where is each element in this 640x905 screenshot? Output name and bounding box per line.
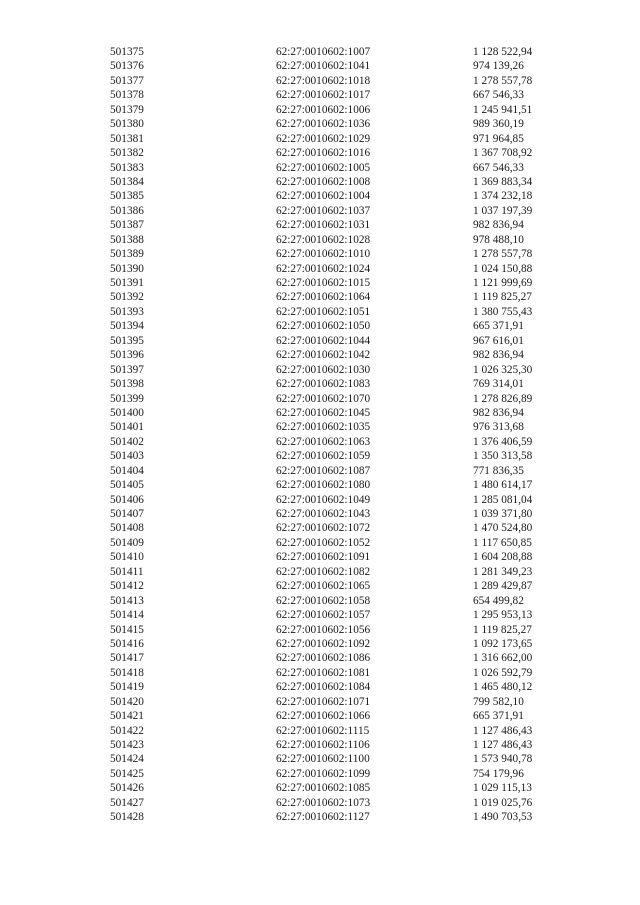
table-row: [0, 565, 640, 579]
table-row: [0, 262, 640, 276]
row-number: 501411: [110, 565, 144, 578]
cadastral-number: 62:27:0010602:1017: [276, 89, 371, 102]
cadastral-value: 1 026 592,79: [473, 666, 533, 679]
table-row: [0, 478, 640, 492]
row-number: 501380: [110, 118, 144, 131]
table-row: [0, 536, 640, 550]
row-number: 501394: [110, 320, 144, 333]
cadastral-value: 1 278 557,78: [473, 74, 533, 87]
table-row: [0, 305, 640, 319]
row-number: 501381: [110, 132, 144, 145]
cadastral-value: 1 245 941,51: [473, 103, 533, 116]
table-row: [0, 290, 640, 304]
cadastral-number: 62:27:0010602:1087: [276, 464, 371, 477]
table-row: [0, 117, 640, 131]
table-row: [0, 680, 640, 694]
cadastral-number: 62:27:0010602:1106: [276, 739, 370, 751]
cadastral-number: 62:27:0010602:1042: [276, 349, 371, 362]
table-row: [0, 507, 640, 521]
cadastral-value: 1 278 826,89: [473, 392, 533, 405]
cadastral-number: 62:27:0010602:1071: [276, 695, 371, 708]
table-row: [0, 233, 640, 247]
table-row: [0, 781, 640, 795]
row-number: 501403: [110, 450, 144, 463]
cadastral-value: 982 836,94: [473, 406, 524, 419]
cadastral-number: 62:27:0010602:1083: [276, 378, 371, 391]
cadastral-value: 771 836,35: [473, 464, 524, 477]
cadastral-number: 62:27:0010602:1086: [276, 652, 371, 665]
cadastral-value: 799 582,10: [473, 695, 524, 708]
cadastral-value: 1 380 755,43: [473, 305, 533, 318]
cadastral-number: 62:27:0010602:1049: [276, 493, 371, 506]
cadastral-number: 62:27:0010602:1070: [276, 392, 371, 405]
cadastral-value: 1 604 208,88: [473, 551, 533, 564]
cadastral-number: 62:27:0010602:1100: [276, 753, 370, 766]
table-row: [0, 449, 640, 463]
table-row: [0, 276, 640, 290]
row-number: 501413: [110, 594, 144, 607]
cadastral-number: 62:27:0010602:1005: [276, 161, 371, 174]
table-row: [0, 45, 640, 59]
cadastral-value: 654 499,82: [473, 594, 524, 607]
table-row: [0, 334, 640, 348]
cadastral-number: 62:27:0010602:1080: [276, 479, 371, 492]
cadastral-value: 1 127 486,43: [473, 724, 533, 737]
row-number: 501385: [110, 190, 144, 203]
cadastral-number: 62:27:0010602:1063: [276, 435, 371, 448]
cadastral-value: 1 037 197,39: [473, 204, 533, 217]
table-row: [0, 796, 640, 810]
row-number: 501386: [110, 204, 144, 217]
cadastral-value: 1 295 953,13: [473, 609, 533, 622]
cadastral-value: 1 490 703,53: [473, 811, 533, 824]
cadastral-number: 62:27:0010602:1008: [276, 175, 371, 188]
row-number: 501416: [110, 637, 144, 650]
row-number: 501401: [110, 421, 144, 434]
cadastral-number: 62:27:0010602:1084: [276, 681, 371, 694]
cadastral-value: 1 350 313,58: [473, 450, 533, 463]
cadastral-value: 1 029 115,13: [473, 782, 532, 795]
row-number: 501383: [110, 161, 144, 174]
row-number: 501414: [110, 609, 144, 622]
table-row: [0, 132, 640, 146]
row-number: 501406: [110, 493, 144, 506]
row-number: 501425: [110, 767, 144, 780]
row-number: 501412: [110, 580, 144, 593]
table-row: [0, 204, 640, 218]
table-row: [0, 767, 640, 781]
row-number: 501417: [110, 652, 144, 665]
table-row: [0, 420, 640, 434]
cadastral-number: 62:27:0010602:1043: [276, 508, 371, 520]
cadastral-value: 1 316 662,00: [473, 652, 533, 665]
cadastral-value: 1 470 524,80: [473, 522, 533, 535]
table-row: [0, 392, 640, 406]
row-number: 501390: [110, 262, 144, 275]
cadastral-value: 1 480 614,17: [473, 479, 533, 492]
table-row: [0, 594, 640, 608]
cadastral-number: 62:27:0010602:1052: [276, 536, 371, 549]
cadastral-value: 665 371,91: [473, 710, 524, 723]
table-row: [0, 319, 640, 333]
cadastral-value: 667 546,33: [473, 161, 524, 174]
cadastral-number: 62:27:0010602:1015: [276, 277, 371, 289]
cadastral-value: 982 836,94: [473, 349, 524, 362]
table-row: [0, 161, 640, 175]
cadastral-number: 62:27:0010602:1007: [276, 46, 371, 58]
cadastral-number: 62:27:0010602:1064: [276, 291, 371, 304]
row-number: 501375: [110, 46, 144, 58]
row-number: 501424: [110, 753, 144, 766]
cadastral-value: 1 019 025,76: [473, 796, 533, 809]
table-row: [0, 738, 640, 752]
row-number: 501382: [110, 147, 144, 160]
cadastral-number: 62:27:0010602:1127: [276, 811, 370, 824]
table-row: [0, 637, 640, 651]
row-number: 501405: [110, 479, 144, 492]
cadastral-number: 62:27:0010602:1018: [276, 74, 371, 87]
row-number: 501395: [110, 334, 144, 347]
cadastral-number: 62:27:0010602:1073: [276, 796, 371, 809]
cadastral-value: 1 376 406,59: [473, 435, 533, 448]
row-number: 501393: [110, 305, 144, 318]
table-row: [0, 146, 640, 160]
table-row: [0, 377, 640, 391]
cadastral-value: 667 546,33: [473, 89, 524, 102]
cadastral-number: 62:27:0010602:1056: [276, 623, 371, 636]
cadastral-value: 1 127 486,43: [473, 739, 533, 751]
row-number: 501399: [110, 392, 144, 405]
cadastral-value-list: [0, 45, 640, 825]
cadastral-number: 62:27:0010602:1059: [276, 450, 371, 463]
row-number: 501415: [110, 623, 144, 636]
cadastral-number: 62:27:0010602:1099: [276, 767, 371, 780]
row-number: 501397: [110, 363, 144, 376]
cadastral-value: 1 374 232,18: [473, 190, 533, 203]
cadastral-number: 62:27:0010602:1041: [276, 60, 371, 73]
cadastral-value: 1 367 708,92: [473, 147, 533, 160]
cadastral-number: 62:27:0010602:1072: [276, 522, 371, 535]
cadastral-value: 1 465 480,12: [473, 681, 533, 694]
cadastral-number: 62:27:0010602:1031: [276, 219, 371, 232]
row-number: 501423: [110, 739, 144, 751]
table-row: [0, 752, 640, 766]
table-row: [0, 521, 640, 535]
cadastral-number: 62:27:0010602:1016: [276, 147, 371, 160]
cadastral-number: 62:27:0010602:1036: [276, 118, 371, 131]
row-number: 501379: [110, 103, 144, 116]
cadastral-number: 62:27:0010602:1057: [276, 609, 371, 622]
cadastral-value: 978 488,10: [473, 233, 524, 246]
cadastral-number: 62:27:0010602:1004: [276, 190, 371, 203]
cadastral-value: 1 117 650,85: [473, 536, 532, 549]
cadastral-value: 1 289 429,87: [473, 580, 533, 593]
cadastral-value: 989 360,19: [473, 118, 524, 131]
cadastral-number: 62:27:0010602:1066: [276, 710, 371, 723]
row-number: 501428: [110, 811, 144, 824]
cadastral-value: 1 128 522,94: [473, 46, 533, 58]
cadastral-number: 62:27:0010602:1085: [276, 782, 371, 795]
row-number: 501421: [110, 710, 144, 723]
cadastral-value: 976 313,68: [473, 421, 524, 434]
cadastral-value: 1 119 825,27: [473, 291, 532, 304]
table-row: [0, 189, 640, 203]
cadastral-value: 665 371,91: [473, 320, 524, 333]
row-number: 501392: [110, 291, 144, 304]
table-row: [0, 363, 640, 377]
table-row: [0, 74, 640, 88]
cadastral-number: 62:27:0010602:1092: [276, 637, 371, 650]
table-row: [0, 218, 640, 232]
table-row: [0, 550, 640, 564]
row-number: 501420: [110, 695, 144, 708]
cadastral-number: 62:27:0010602:1091: [276, 551, 371, 564]
cadastral-value: 1 573 940,78: [473, 753, 533, 766]
cadastral-number: 62:27:0010602:1115: [276, 724, 370, 737]
table-row: [0, 608, 640, 622]
row-number: 501409: [110, 536, 144, 549]
row-number: 501388: [110, 233, 144, 246]
row-number: 501426: [110, 782, 144, 795]
table-row: [0, 695, 640, 709]
cadastral-number: 62:27:0010602:1037: [276, 204, 371, 217]
cadastral-number: 62:27:0010602:1082: [276, 565, 371, 578]
cadastral-value: 1 039 371,80: [473, 508, 533, 520]
cadastral-number: 62:27:0010602:1045: [276, 406, 371, 419]
table-row: [0, 493, 640, 507]
table-row: [0, 579, 640, 593]
row-number: 501378: [110, 89, 144, 102]
row-number: 501410: [110, 551, 144, 564]
row-number: 501400: [110, 406, 144, 419]
cadastral-number: 62:27:0010602:1058: [276, 594, 371, 607]
cadastral-value: 769 314,01: [473, 378, 524, 391]
table-row: [0, 88, 640, 102]
cadastral-value: 754 179,96: [473, 767, 524, 780]
table-row: [0, 103, 640, 117]
row-number: 501398: [110, 378, 144, 391]
table-row: [0, 810, 640, 824]
table-row: [0, 464, 640, 478]
table-row: [0, 651, 640, 665]
cadastral-value: 967 616,01: [473, 334, 524, 347]
row-number: 501402: [110, 435, 144, 448]
cadastral-number: 62:27:0010602:1030: [276, 363, 371, 376]
row-number: 501376: [110, 60, 144, 73]
cadastral-number: 62:27:0010602:1050: [276, 320, 371, 333]
row-number: 501377: [110, 74, 144, 87]
row-number: 501408: [110, 522, 144, 535]
cadastral-value: 1 281 349,23: [473, 565, 533, 578]
row-number: 501407: [110, 508, 144, 520]
cadastral-value: 1 024 150,88: [473, 262, 533, 275]
cadastral-value: 1 121 999,69: [473, 277, 533, 289]
table-row: [0, 348, 640, 362]
row-number: 501389: [110, 248, 144, 261]
table-row: [0, 247, 640, 261]
table-row: [0, 59, 640, 73]
row-number: 501391: [110, 277, 144, 289]
cadastral-number: 62:27:0010602:1081: [276, 666, 371, 679]
row-number: 501404: [110, 464, 144, 477]
cadastral-number: 62:27:0010602:1006: [276, 103, 371, 116]
cadastral-value: 1 119 825,27: [473, 623, 532, 636]
row-number: 501396: [110, 349, 144, 362]
cadastral-value: 971 964,85: [473, 132, 524, 145]
row-number: 501387: [110, 219, 144, 232]
row-number: 501427: [110, 796, 144, 809]
cadastral-number: 62:27:0010602:1029: [276, 132, 371, 145]
cadastral-number: 62:27:0010602:1035: [276, 421, 371, 434]
table-row: [0, 623, 640, 637]
row-number: 501384: [110, 175, 144, 188]
row-number: 501418: [110, 666, 144, 679]
cadastral-value: 1 369 883,34: [473, 175, 533, 188]
table-row: [0, 175, 640, 189]
cadastral-value: 982 836,94: [473, 219, 524, 232]
row-number: 501419: [110, 681, 144, 694]
cadastral-value: 1 278 557,78: [473, 248, 533, 261]
table-row: [0, 435, 640, 449]
cadastral-number: 62:27:0010602:1028: [276, 233, 371, 246]
table-row: [0, 406, 640, 420]
cadastral-value: 1 026 325,30: [473, 363, 533, 376]
cadastral-value: 1 285 081,04: [473, 493, 533, 506]
table-row: [0, 709, 640, 723]
cadastral-value: 974 139,26: [473, 60, 524, 73]
table-row: [0, 666, 640, 680]
cadastral-number: 62:27:0010602:1051: [276, 305, 371, 318]
cadastral-number: 62:27:0010602:1024: [276, 262, 371, 275]
cadastral-number: 62:27:0010602:1010: [276, 248, 371, 261]
cadastral-number: 62:27:0010602:1065: [276, 580, 371, 593]
row-number: 501422: [110, 724, 144, 737]
table-row: [0, 724, 640, 738]
cadastral-number: 62:27:0010602:1044: [276, 334, 371, 347]
cadastral-value: 1 092 173,65: [473, 637, 533, 650]
